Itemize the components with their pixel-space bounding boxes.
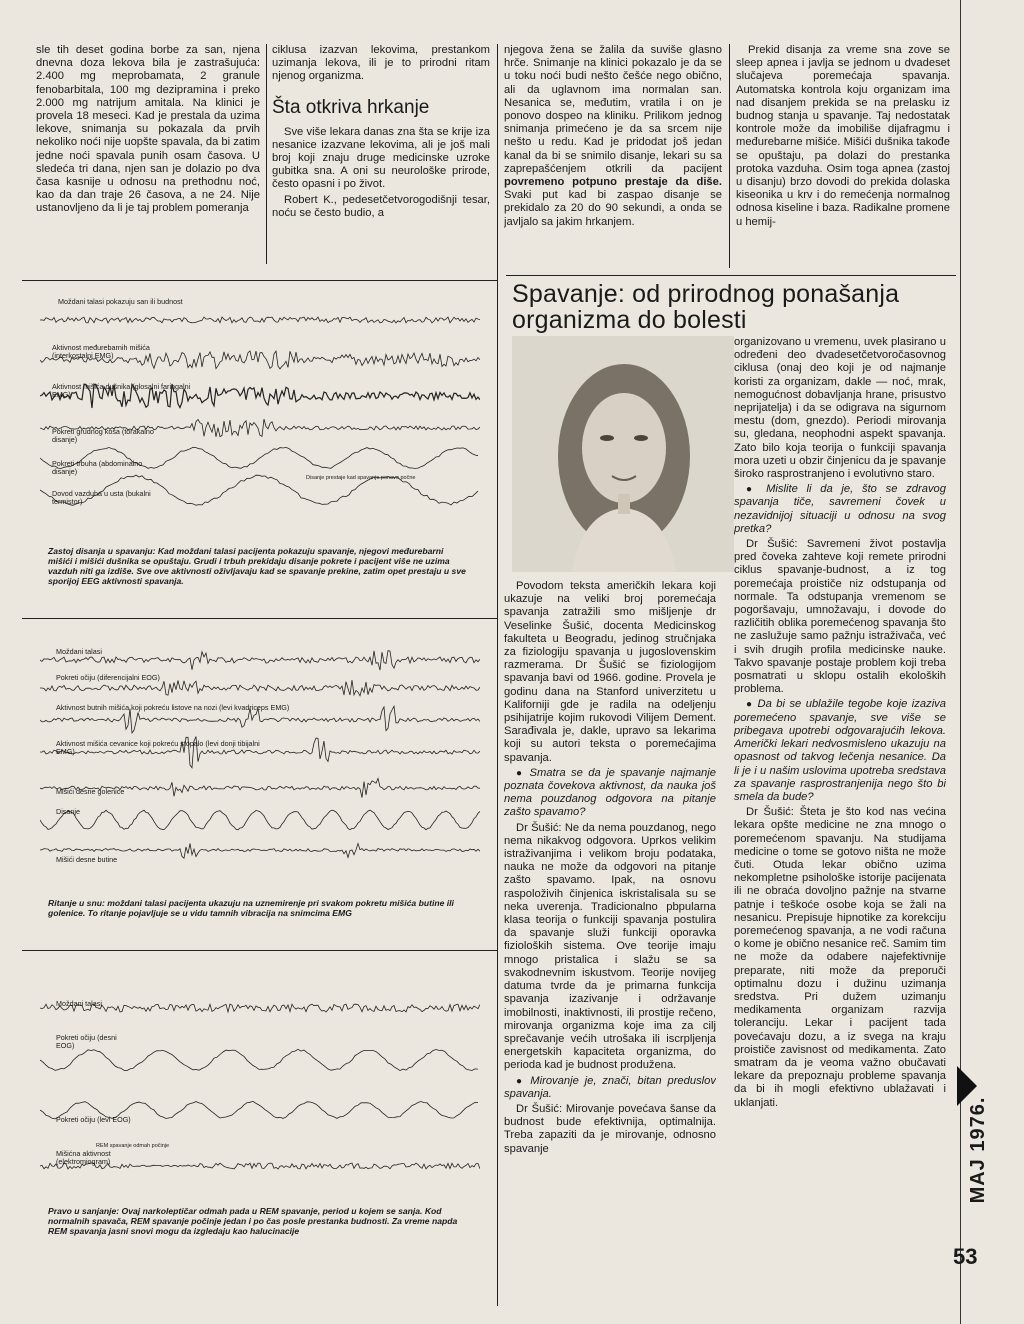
- bullet-icon: ●: [516, 1075, 531, 1087]
- col1-text: sle tih deset godina borbe za san, njena dnevna doza lekova bila je zastrašujuća: 2.400 mg meprobamata, 2 granule fenobarbitala, 100 mg dezipramina i preko 2.000 mg natrijum amitala. Na klinici je provela 18 meseci. Kad je prestala da uzima lekove, snimanja su pokazala da prvih nekoliko noći nije uopšte spavala, da bi zatim jedne noći spavala punih osam časova. U sledeća tri dana, njen san je dolazio po dva časa kasnije u odnosu na prethodnu noć, kao da dan traje 26 časova, a ne 24. Nije ustanovljeno da li je taj problem pomeranja: [36, 44, 260, 215]
- waveform-trace: [40, 807, 480, 830]
- fig3-note: REM spavanje odmah počinje: [96, 1143, 170, 1149]
- waveform-trace: [40, 317, 480, 323]
- figure-rule: [22, 280, 498, 281]
- issue-date: MAJ 1976.: [966, 1096, 989, 1204]
- fig1-label-5: Dovod vazduha u usta (bukalni termistor): [52, 489, 151, 506]
- column-rule: [497, 44, 498, 1306]
- fig3-label-2: Pokreti očiju (desni EOG): [56, 1033, 117, 1050]
- col5-p3: Dr Šušić: Mirovanje povećava šanse da budnost bude efektivnija, optimalnija. Treba zapaziti da je mirovanje, odnosno spavanje: [504, 1102, 716, 1155]
- portrait-image: [512, 336, 734, 572]
- fig2-caption: Ritanje u snu: moždani talasi pacijenta ukazuju na uznemirenje pri svakom pokretu mišića butine ili golenice. To ritanje pojavljuje se u vidu tamnih vibracija na snimcima EMG: [48, 898, 454, 918]
- fig1-title: Moždani talasi pokazuju san ili budnost: [58, 297, 183, 306]
- fig2-label-3: Aktivnost butnih mišića koji pokreću listove na nozi (levi kvadriceps EMG): [56, 703, 290, 712]
- bullet-icon: ●: [516, 767, 530, 779]
- waveform-trace: [40, 651, 480, 671]
- fig2-label-7: Mišići desne butine: [56, 855, 118, 864]
- column-rule: [729, 44, 730, 268]
- headline: Spavanje: od prirodnog ponašanja organizma do bolesti: [512, 280, 900, 334]
- fig1-caption: Zastoj disanja u spavanju: Kad moždani talasi pacijenta pokazuju spavanje, njegovi međurebarni mišići i mišići dušnika se opuštaju. Grudi i trbuh prekidaju disanje pokrete i pacijent više ne uzima vazduh niti ga izdiše. Sve ove aktivnosti oživljavaju kad se spavanje prekine, zatim opet prestaju u sve sporijoj EEG aktivnosti spavanja.: [48, 546, 466, 586]
- fig3-label-4: Mišićna aktivnost (elektromiogram): [56, 1149, 111, 1166]
- bullet-icon: ●: [746, 699, 758, 711]
- fig1-label-3: Pokreti grudnog koša (torakalno disanje): [52, 427, 154, 444]
- figure-rule: [22, 618, 498, 619]
- column-1: [36, 44, 260, 266]
- fig2-label-6: Disanje: [56, 807, 80, 816]
- subheading-hrkanje: Šta otkriva hrkanje: [272, 96, 430, 118]
- fig3-caption: Pravo u sanjanje: Ovaj narkoleptičar odmah pada u REM spavanje, period u kojem se sanja. Kod normalnih spavača, REM spavanje počinje jedan i po čas posle prestanka budnosti. Za vreme napda REM spavanja jasni snovi mogu da izgledaju kao halucinacije: [48, 1206, 458, 1236]
- column-5: [504, 580, 716, 1308]
- bullet-icon: ●: [746, 484, 767, 496]
- col6-p3: Dr Šušić: Šteta je što kod nas većina lekara opšte medicine ne zna mnogo o poremećenom spavanju. Na studijama medicine o tome se gotovo ništa ne može čuti. Otuda lekar obično uzima nekompletne psihološke istorije pacijenata ili ne obraća dovoljno pažnje na stvarne patnje i teškoće osobe koja se žali na nesanicu. Prepisuje hipnotike za korekciju poremećenog spavanja, a ne vodi računa o kome je obično nesanice reč. Samim tim ne može da odabere najefektivnije preparate, niti može da preporuči optimalnu dozu i dužinu uzimanja sredstva. Pri dužem uzimanju medikamenta organizam razvija toleranciju. Lekar i pacijent tada povećavaju dozu, a iz svega na kraju proističe zavisnost od medikamenta. Zato smatram da je veoma važno obučavati lekare da prepoznaju probleme spavanja da bi ih mogli efektivno ublažavati i uklanjati.: [734, 806, 946, 1109]
- figure-rule: [22, 950, 498, 951]
- col3-p1: njegova žena se žalila da suviše glasno hrče. Snimanje na klinici pokazalo je da se u toku noći budi nešto češće nego obično, ali da uglavnom ima normalan san. Nesanica se, međutim, vratila i on je ponovo dospeo na kliniku. Prilikom jednog snimanja primećeno je da sa srcem nije nešto u redu. Kad je pridodat još jedan kanal da bi se snimilo disanje, lekari su sa zaprepašćenjem otkrili da pacijent povremeno potpuno prestaje da diše. Svaki put kad bi zaspao disanje se prekidalo za 20 do 90 sekundi, a onda se javljalo sa jakim hrkanjem.: [504, 44, 722, 228]
- col6-p2: Dr Šušić: Savremeni život postavlja pred čoveka zahteve koji remete prirodni ciklus spavanje-budnost, a iz tog poremećaja proističe niz odstupanja od normale. Ta odstupanja vremenom se pogoršavaju, umnožavaju, i dovode do različitih oblika poremećenog spavanja što ne zaslužuje samo pažnju istraživača, već i svih drugih profila medicinske nauke. Takvo spavanje postaje problem koji treba posmatrati u sklopu ostalih ekoloških problema.: [734, 538, 946, 696]
- col6-p1: organizovano u vremenu, uvek plasirano u određeni deo dvadesetčetvoročasovnog ciklusa (onaj deo koji je od najmanje koristi za organizam, dakle — noć, mrak, nemogućnost dobavljanja hrane, prisustvo neprijatelja) i da se odigrava na sigurnom mestu (dom, gnezdo). Periodi mirovanja su, gledana, neophodni aspekt spavanja. Zato bilo koja teorija o funkciji spavanja mora uzeti u obzir činjenicu da je spavanje široko rasprostranjeno i evolutivno staro.: [734, 336, 946, 481]
- column-2: [272, 44, 490, 266]
- col4-text: Prekid disanja za vreme sna zove se sleep apnea i javlja se jednom u dvadeset slučajeva poremećaja spavanja. Automatska kontrola koju organizam ima nad disanjem prekida se na prelasku iz budnog stanja u spavanje. Taj nedostatak kontrole može da imobiliše dijafragmu i međurebarne mišiće. Mišići dušnika takođe se opuštaju, pa dolazi do prestanka protoka vazduha. Osim toga apnea (zastoj u disanju) brzo dovodi do prekida dolaska kiseonika u krv i do remećenja normalnog odnosa kiseline i baza. Radikalne promene u hemij-: [736, 44, 950, 228]
- col2-p2: Sve više lekara danas zna šta se krije iza nesanice izazvane lekovima, ali je još mali broj koji znaju druge medicinske uzroke gubitka sna. A oni su neurološke prirode, često opasni i po život.: [272, 125, 490, 191]
- fig1-label-4: Pokreti trbuha (abdominalno disanje): [52, 459, 143, 476]
- fig1-label-1: Aktivnost međurebarnih mišića (interkostalni EMG): [52, 343, 150, 360]
- column-3: [504, 44, 722, 266]
- col5-p1: Povodom teksta američkih lekara koji ukazuje na veliki broj poremećaja spavanja zatražili smo mišljenje dr Veselinke Šušić, docenta Medicinskog fakulteta u Beogradu, jedinog stručnjaka za fiziologiju spavanja u jugoslovenskim razmerama. Dr Šušić se fiziologijom spavanja bavi od 1966. godine. Provela je godinu dana na Stanford univerzitetu u Kaliforniji gde je radila na odeljenju psihijatrije kojim rukovodi Vilijem Dement. Sarađivala je, dakle, upravo sa lekarima koji su autori teksta o poremećajima spavanja.: [504, 580, 716, 764]
- portrait-photo: [512, 336, 734, 572]
- fig2-label-2: Pokreti očiju (diferencijalni EOG): [56, 673, 160, 682]
- col5-question-2: ● Mirovanje je, znači, bitan preduslov spavanja.: [504, 1074, 716, 1100]
- col5-p2: Dr Šušić: Ne da nema pouzdanog, nego nema nikakvog odgovora. Uprkos velikim istraživanjima i velikom broju podataka, nauka ne može da odgovori na pitanje zašto spavamo. Ipak, na osnovu raspoloživih činjenica iskristalisala su se neka uverenja. Tradicionalno pbpularna klasa teorija o funkciji spavanja postulira da spavanje služi funkciji oporavka fizioloških sistema. Ove teorije imaju mnogo pristalica i slažu se sa svakodnevnim iskustvom. Teorije novijeg datuma tvrde da je primarna funkcija spavanja izazivanje i održavanje imobilnosti, inaktivnosti, ili prostije rečeno, mirovanja organizma koje ima za cilj sprečavanje većih utrošaka ili iscrpljenja energetskih kapaciteta organizma, do perioda kad je budnost produžena.: [504, 821, 716, 1072]
- fig2-label-1: Moždani talasi: [56, 647, 102, 656]
- column-4: [736, 44, 950, 266]
- col6-question-1: ● Mislite li da je, što se zdravog spavanja tiče, savremeni čovek u nezavidnijoj situaciji u odnosu na svog pretka?: [734, 483, 946, 535]
- page-number: 53: [953, 1244, 978, 1269]
- headline-rule: [506, 275, 956, 276]
- fig1-label-2: Aktivnost mišića dušnika (glosalni faringalni EMG): [52, 382, 191, 399]
- fig3-label-1: Moždani talasi: [56, 999, 102, 1008]
- column-rule: [266, 44, 267, 264]
- col2-p3: Robert K., pedesetčetvorogodišnji tesar, noću se često budio, a: [272, 193, 490, 219]
- waveform-trace: [40, 1004, 480, 1012]
- fig1-note: Disanje prestaje kad spavanje ponovo počne: [306, 475, 416, 481]
- fig3-label-3: Pokreti očiju (levi EOG): [56, 1115, 131, 1124]
- fig2-label-4: Aktivnost mišića cevanice koji pokreću stopalo (levi donji tibijalni EMG): [56, 739, 260, 756]
- col6-question-2: ● Da bi se ublažile tegobe koje izaziva poremećeno spavanje, sve više se pribegava upotrebi odgovarajućih lekova. Američki lekari nedvosmisleno ukazuju na opasnost od takvog lečenja nesanice. Da li je i u našim uslovima upotreba sredstava za spavanje rasprostranjenija nego što bi smela da bude?: [734, 698, 946, 803]
- col5-question-1: ● Smatra se da je spavanje najmanje poznata čovekova aktivnost, da nauka još nema pouzdanog odgovora na pitanje zašto spavamo?: [504, 766, 716, 819]
- column-6: [734, 336, 946, 1308]
- fig2-label-5: Mišići desne golenice: [56, 787, 125, 796]
- waveform-trace: [40, 1049, 478, 1070]
- waveform-trace: [40, 680, 480, 696]
- col2-p1: ciklusa izazvan lekovima, prestankom uzimanja lekova, ili je to prirodni ritam njenog organizma.: [272, 44, 490, 83]
